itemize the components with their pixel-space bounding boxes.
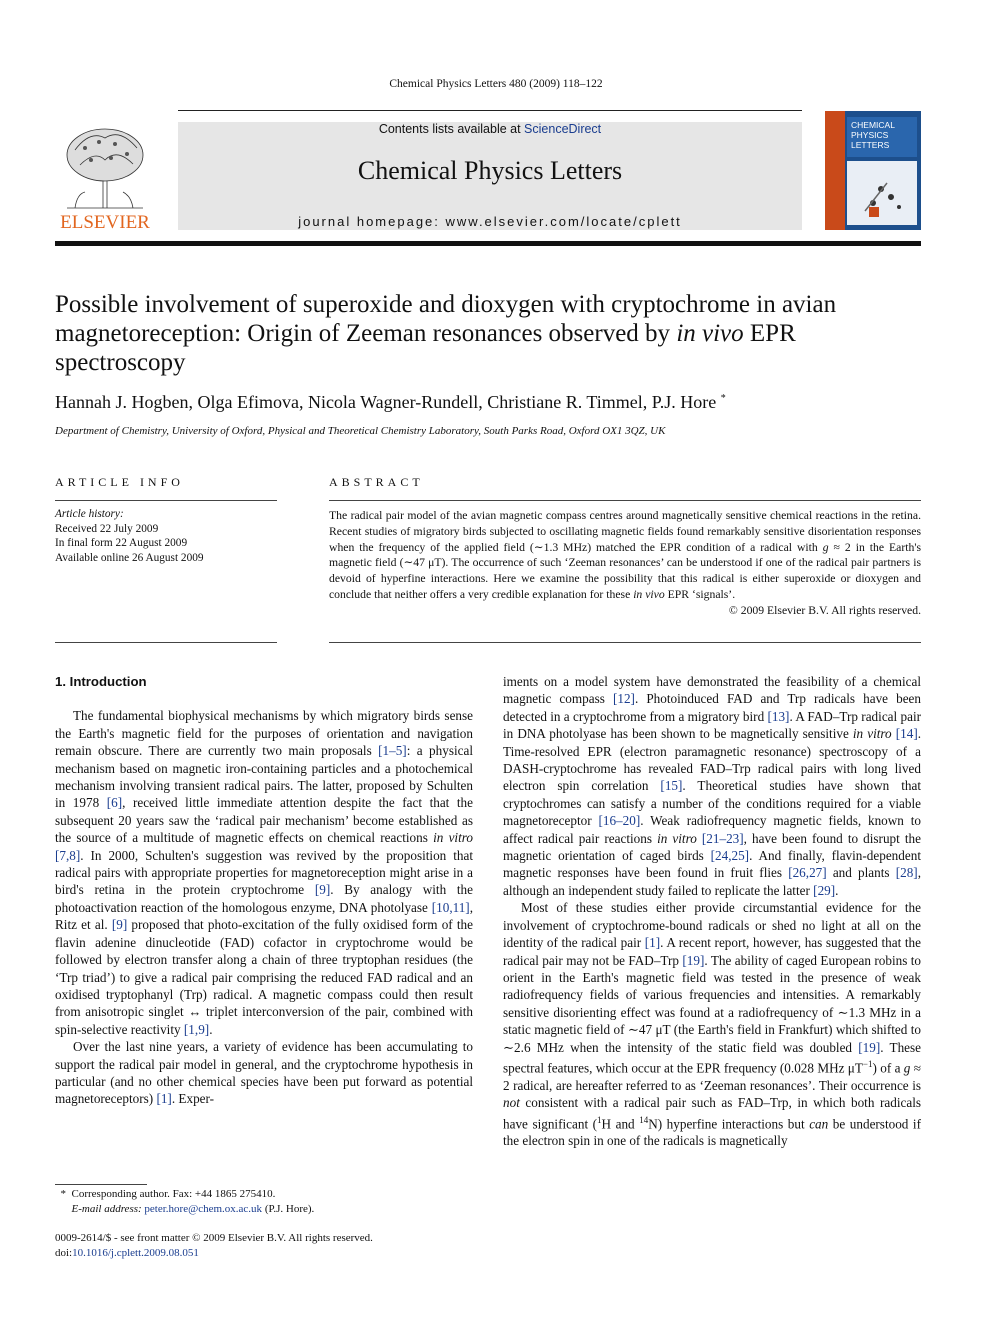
doi-link[interactable]: 10.1016/j.cplett.2009.08.051	[72, 1246, 199, 1259]
body-paragraph: Over the last nine years, a variety of evidence has been accumulating to support the radical pair model in general, and the cryptochrome hypothesis in particular (and no other chemical species have been put forward as potential magnetoreceptors) [1]. Exper-	[55, 1039, 473, 1107]
abstract-text: The radical pair model of the avian magnetic compass centres around magnetically sensitive chemical reactions in the retina. Recent studies of migratory birds subjected to oscillating magnetic fields found remarkably sensitive disorientation responses when the frequency of the applied field (∼1.3 MHz) matched the EPR condition of a radical with g ≈ 2 in the Earth's magnetic field (∼47 μT). The occurrence of such ‘Zeeman resonances’ can be understood if one of the radical pair partners is devoid of hyperfine interactions. Here we examine the possibility that this radical is either superoxide or dioxygen and conclude that neither offers a very credible explanation for these in vivo EPR ‘signals’. © 2009 Elsevier B.V. All rights reserved.	[329, 509, 922, 617]
svg-text:LETTERS: LETTERS	[851, 140, 890, 150]
journal-cover-thumbnail[interactable]	[825, 111, 921, 230]
body-paragraph: The fundamental biophysical mechanisms by which migratory birds sense the Earth's magnetic field for the purposes of orientation and navigation remain obscure. There are currently two main proposals [1–5]: a physical mechanism based on magnetic iron-containing particles and a photochemical mechanism involving transient radical pairs. The latter, proposed by Schulten in 1978 [6], received little immediate attention despite the fact that the subsequent 20 years saw the ‘radical pair mechanism’ become established as the source of a multitude of magnetic effects on chemical reactions in vitro [7,8]. In 2000, Schulten's suggestion was revived by the proposition that radical pairs with appropriate properties for magnetoreception might arise in a bird's retina in the protein cryptochrome [9]. By analogy with the photoactivation reaction of the homologous enzyme, DNA photolyase [10,11], Ritz et al. [9] proposed that photo-excitation of the fully oxidised form of the flavin adenine dinucleotide (FAD) cofactor in cryptochrome would be followed by electron transfer along a chain of three tryptophan residues (the ‘Trp triad’) to give a radical pair comprising the reduced FAD radical and an oxidised tryptophanyl (Trp) radical. A magnetic compass could then result from anisotropic singlet ↔ triplet interconversion of the pair, combined with spin-selective reactivity [1,9].	[55, 708, 473, 1037]
svg-text:PHYSICS: PHYSICS	[851, 130, 889, 140]
section-heading-introduction: 1. Introduction	[55, 674, 147, 689]
author-list: Hannah J. Hogben, Olga Efimova, Nicola Wagner-Rundell, Christiane R. Timmel, P.J. Hore *	[55, 392, 726, 412]
article-history: Article history: Received 22 July 2009 In final form 22 August 2009 Available online 26 August 2009	[55, 508, 204, 565]
author-email-link[interactable]: peter.hore@chem.ox.ac.uk	[144, 1202, 263, 1215]
contents-line	[178, 122, 802, 136]
journal-banner	[178, 122, 802, 230]
issn-line: 0009-2614/$ - see front matter © 2009 Elsevier B.V. All rights reserved.	[55, 1232, 373, 1244]
body-paragraph: iments on a model system have demonstrated the feasibility of a chemical magnetic compass [12]. Photoinduced FAD and Trp radicals have been detected in a cryptochrome from a migratory bird [13]. A FAD–Trp radical pair in DNA photolyase has been shown to be magnetically sensitive in vitro [14]. Time-resolved EPR (electron paramagnetic resonance) spectroscopy of a DASH-cryptochrome has revealed FAD–Trp radical pairs with long lived electron spin correlation [15]. Theoretical studies have shown that cryptochromes can satisfy a number of the conditions required for a viable magnetoreceptor [16–20]. Weak radiofrequency magnetic fields, known to affect radical pair reactions in vitro [21–23], have been found to disrupt the magnetic orientation of caged birds [24,25]. And finally, flavin-dependent magnetic responses have been found in fruit flies [26,27] and plants [28], although an independent study failed to replicate the latter [29].	[503, 674, 922, 898]
article-info-rule	[55, 500, 277, 501]
elsevier-logo[interactable]	[55, 120, 155, 232]
front-matter: 0009-2614/$ - see front matter © 2009 Elsevier B.V. All rights reserved. doi:10.1016/j.cplett.2009.08.051	[55, 1232, 373, 1259]
elsevier-tree-icon	[55, 120, 155, 232]
running-header: Chemical Physics Letters 480 (2009) 118–122	[389, 78, 603, 90]
article-info-heading: ARTICLE INFO	[55, 475, 184, 489]
svg-text:CHEMICAL: CHEMICAL	[851, 120, 895, 130]
abstract-heading: ABSTRACT	[329, 475, 424, 489]
affiliation: Department of Chemistry, University of Oxford, Physical and Theoretical Chemistry Laboratory, South Parks Road, Oxford OX1 3QZ, UK	[55, 425, 666, 437]
header-rule	[178, 110, 802, 111]
sciencedirect-link[interactable]: ScienceDirect	[524, 122, 602, 136]
footnote-rule	[55, 1184, 147, 1185]
elsevier-wordmark: ELSEVIER	[60, 212, 150, 232]
journal-homepage-link[interactable]: journal homepage: www.elsevier.com/locate/cplett	[298, 214, 682, 229]
article-title: Possible involvement of superoxide and dioxygen with cryptochrome in avian magnetoreception: Origin of Zeeman resonances observed by in vivo EPR spectroscopy	[55, 291, 837, 376]
abstract-copyright: © 2009 Elsevier B.V. All rights reserved.	[728, 603, 921, 617]
article-info-rule	[55, 642, 277, 643]
body-paragraph: Most of these studies either provide circumstantial evidence for the involvement of cryptochrome-bound radicals or shed no light at all on the identity of the radical pair [1]. A recent report, however, has suggested that the radical pair may not be FAD–Trp [19]. The ability of caged European robins to orient in the Earth's magnetic field was tested in the presence of weak radiofrequency fields of various frequencies and intensities. A remarkably sensitive disorienting effect was found at a radiofrequency of ∼1.3 MHz in a static magnetic field of ∼47 μT (the Earth's field in Frankfurt) which shifted to ∼2.6 MHz when the intensity of the static field was doubled [19]. These spectral features, which occur at the EPR frequency (0.028 MHz $\mu T^{-1}$) of a g ≈ 2 radical, are hereafter referred to as ‘Zeeman resonances’. Their occurrence is not consistent with a radical pair such as FAD–Trp, in which both radicals have significant ($^1$H and $^{14}$N) hyperfine interactions but can be understood if the electron spin in one of the radicals is magnetically	[503, 900, 922, 1149]
corresponding-author-mark: *	[720, 393, 726, 404]
abstract-rule	[329, 500, 921, 501]
cover-image-icon	[825, 111, 921, 230]
body-column-right	[503, 673, 921, 1150]
journal-title: Chemical Physics Letters	[357, 156, 623, 185]
abstract-rule	[329, 642, 921, 643]
body-column-left	[55, 673, 473, 1108]
footnote-corresponding-author: * Corresponding author. Fax: +44 1865 275410. E-mail address: peter.hore@chem.ox.ac.uk (P.J. Hore).	[60, 1188, 315, 1215]
contents-prefix: Contents lists available at	[378, 122, 525, 136]
header-thick-rule	[55, 241, 921, 246]
